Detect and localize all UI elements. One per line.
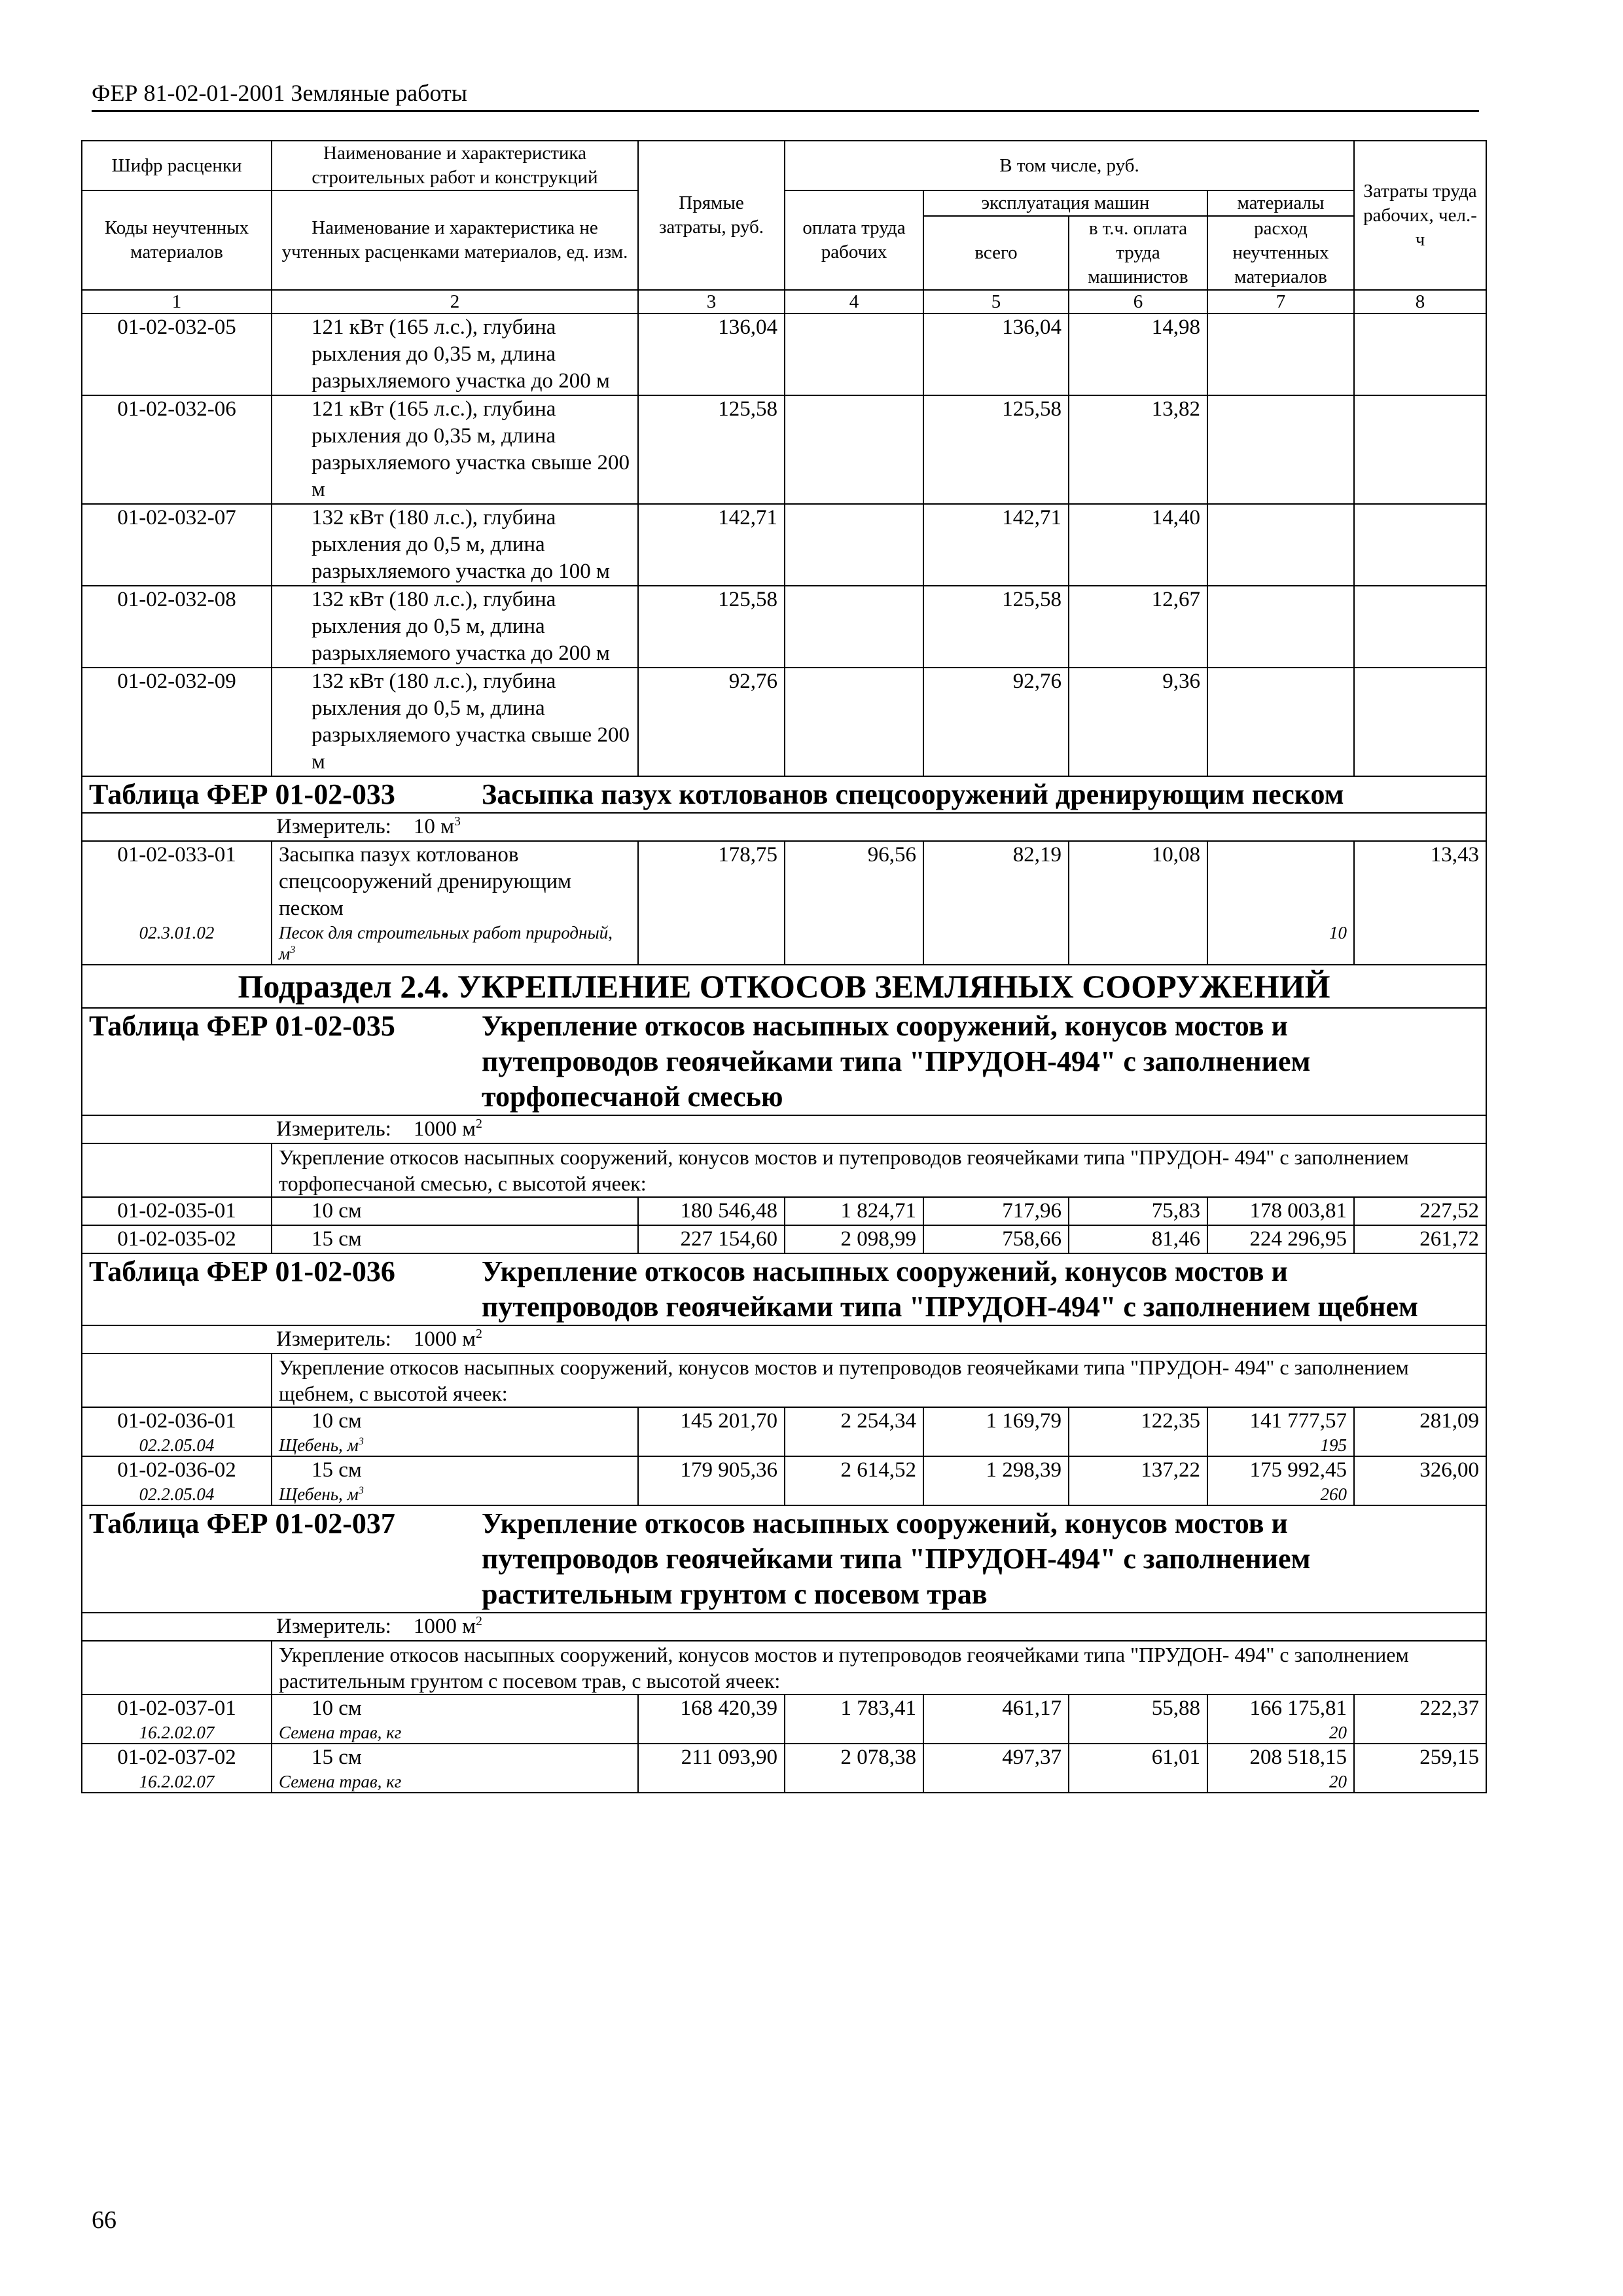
intro-spacer <box>82 1143 272 1197</box>
page-number: 66 <box>92 2206 116 2234</box>
table-037-measure <box>82 1613 1486 1641</box>
measure-label: Измеритель: <box>276 1615 391 1638</box>
table-035-title-row <box>82 1008 1486 1115</box>
table-row <box>82 395 1486 504</box>
material-cost: 166 175,81 <box>1207 1695 1354 1722</box>
material-code: 02.2.05.04 <box>82 1435 272 1456</box>
material-name <box>272 1435 638 1456</box>
table-033-title <box>82 776 1486 813</box>
rate-name: 10 см <box>272 1407 638 1435</box>
table-035-intro-row <box>82 1143 1486 1197</box>
table-036-intro-row <box>82 1354 1486 1407</box>
table-036-measure <box>82 1325 1486 1354</box>
table-036-name: Укрепление откосов насыпных сооружений, конусов мостов и путепроводов геоячейками типа "ПРУДОН-494" с заполнением щебнем <box>482 1255 1419 1323</box>
direct-cost: 136,04 <box>638 314 785 395</box>
labor-cost <box>785 668 923 776</box>
table-033-measure-row <box>82 813 1486 841</box>
material-code: 16.2.02.07 <box>82 1722 272 1744</box>
rate-name: 10 см <box>272 1197 638 1225</box>
direct-cost: 180 546,48 <box>638 1197 785 1225</box>
page-header <box>92 79 1479 112</box>
direct-cost: 178,75 <box>638 841 785 922</box>
rate-code: 01-02-037-01 <box>82 1695 272 1722</box>
col-name-header: Наименование и характеристика строительных работ и конструкций <box>272 141 638 190</box>
rate-code: 01-02-032-07 <box>82 504 272 586</box>
col-labor-header: оплата труда рабочих <box>785 190 923 290</box>
col-materials-header: материалы <box>1207 190 1354 216</box>
rate-code: 01-02-032-06 <box>82 395 272 504</box>
material-unit-power: 3 <box>358 1435 364 1447</box>
material-qty <box>1207 395 1354 504</box>
table-row <box>82 504 1486 586</box>
labor-hours: 259,15 <box>1354 1744 1486 1771</box>
labor-cost <box>785 395 923 504</box>
material-qty: 195 <box>1207 1435 1354 1456</box>
table-037-intro: Укрепление откосов насыпных сооружений, конусов мостов и путепроводов геоячейками типа "ПРУДОН- 494" с заполнением растительным грунтом с посевом трав, с высотой ячеек: <box>272 1641 1486 1695</box>
material-code: 02.3.01.02 <box>82 922 272 965</box>
table-row <box>82 841 1486 922</box>
rate-name: 10 см <box>272 1695 638 1722</box>
rate-code: 01-02-032-08 <box>82 586 272 668</box>
material-unit-power: 3 <box>358 1484 364 1496</box>
labor-hours: 326,00 <box>1354 1456 1486 1484</box>
labor-hours: 227,52 <box>1354 1197 1486 1225</box>
table-035-label: Таблица ФЕР 01-02-035 <box>89 1010 395 1042</box>
direct-cost: 125,58 <box>638 586 785 668</box>
material-name <box>272 922 638 965</box>
direct-cost: 168 420,39 <box>638 1695 785 1722</box>
material-qty: 20 <box>1207 1722 1354 1744</box>
col-machines-header: эксплуатация машин <box>923 190 1207 216</box>
machine-cost: 92,76 <box>923 668 1069 776</box>
measure-label: Измеритель: <box>276 1117 391 1141</box>
rate-code: 01-02-036-02 <box>82 1456 272 1484</box>
table-033-title-row <box>82 776 1486 813</box>
measure-unit-power: 3 <box>454 814 461 829</box>
labor-hours <box>1354 395 1486 504</box>
machine-cost: 461,17 <box>923 1695 1069 1722</box>
measure-value: 1000 м <box>413 1117 476 1141</box>
labor-cost: 2 614,52 <box>785 1456 923 1484</box>
intro-spacer <box>82 1354 272 1407</box>
col-code-header: Шифр расценки <box>82 141 272 190</box>
measure-label: Измеритель: <box>276 815 391 838</box>
material-qty: 224 296,95 <box>1207 1225 1354 1253</box>
machine-cost: 497,37 <box>923 1744 1069 1771</box>
table-033-measure <box>82 813 1486 841</box>
machine-cost: 142,71 <box>923 504 1069 586</box>
labor-cost <box>785 314 923 395</box>
material-cost: 141 777,57 <box>1207 1407 1354 1435</box>
table-036-label: Таблица ФЕР 01-02-036 <box>89 1255 395 1287</box>
table-037-label: Таблица ФЕР 01-02-037 <box>89 1507 395 1539</box>
rate-name: 132 кВт (180 л.с.), глубина рыхления до 0,5 м, длина разрыхляемого участка свыше 200 м <box>272 668 638 776</box>
material-unit-power: 3 <box>290 944 296 956</box>
col-num: 6 <box>1069 290 1207 314</box>
measure-value: 1000 м <box>413 1327 476 1351</box>
measure-value: 1000 м <box>413 1615 476 1638</box>
rate-code: 01-02-033-01 <box>82 841 272 922</box>
table-row <box>82 1695 1486 1722</box>
machine-cost: 758,66 <box>923 1225 1069 1253</box>
rate-name: 132 кВт (180 л.с.), глубина рыхления до 0,5 м, длина разрыхляемого участка до 200 м <box>272 586 638 668</box>
rate-name: 15 см <box>272 1456 638 1484</box>
table-row <box>82 1456 1486 1484</box>
operator-cost: 12,67 <box>1069 586 1207 668</box>
table-037-measure-row <box>82 1613 1486 1641</box>
table-035-measure <box>82 1115 1486 1143</box>
rate-code: 01-02-032-09 <box>82 668 272 776</box>
rate-name: Засыпка пазух котлованов спецсооружений дренирующим песком <box>272 841 638 922</box>
machine-cost: 1 298,39 <box>923 1456 1069 1484</box>
operator-cost: 75,83 <box>1069 1197 1207 1225</box>
material-row <box>82 1771 1486 1793</box>
col-num: 8 <box>1354 290 1486 314</box>
operator-cost: 14,40 <box>1069 504 1207 586</box>
col-mat-name-header: Наименование и характеристика не учтенных расценками материалов, ед. изм. <box>272 190 638 290</box>
material-row <box>82 1435 1486 1456</box>
measure-unit-power: 2 <box>476 1614 482 1628</box>
labor-cost: 96,56 <box>785 841 923 922</box>
material-qty <box>1207 586 1354 668</box>
direct-cost: 227 154,60 <box>638 1225 785 1253</box>
table-036-title-row <box>82 1253 1486 1325</box>
col-incl-header: В том числе, руб. <box>785 141 1354 190</box>
intro-spacer <box>82 1641 272 1695</box>
labor-hours: 13,43 <box>1354 841 1486 922</box>
material-qty: 20 <box>1207 1771 1354 1793</box>
material-name: Семена трав, кг <box>272 1722 638 1744</box>
table-035-measure-row <box>82 1115 1486 1143</box>
measure-unit-power: 2 <box>476 1327 482 1341</box>
table-037-title <box>82 1505 1486 1613</box>
operator-cost: 81,46 <box>1069 1225 1207 1253</box>
material-row <box>82 922 1486 965</box>
table-row <box>82 668 1486 776</box>
labor-cost: 2 078,38 <box>785 1744 923 1771</box>
direct-cost: 179 905,36 <box>638 1456 785 1484</box>
col-mat-qty-header: расход неучтенных материалов <box>1207 216 1354 290</box>
rate-name: 121 кВт (165 л.с.), глубина рыхления до 0,35 м, длина разрыхляемого участка свыше 200 м <box>272 395 638 504</box>
labor-hours: 261,72 <box>1354 1225 1486 1253</box>
table-037-intro-row <box>82 1641 1486 1695</box>
labor-cost <box>785 504 923 586</box>
operator-cost: 122,35 <box>1069 1407 1207 1435</box>
operator-cost: 137,22 <box>1069 1456 1207 1484</box>
material-row <box>82 1484 1486 1505</box>
material-qty <box>1207 841 1354 922</box>
labor-hours: 222,37 <box>1354 1695 1486 1722</box>
table-036-intro: Укрепление откосов насыпных сооружений, конусов мостов и путепроводов геоячейками типа "ПРУДОН- 494" с заполнением щебнем, с высотой ячеек: <box>272 1354 1486 1407</box>
table-037-title-row <box>82 1505 1486 1613</box>
section-title: Подраздел 2.4. УКРЕПЛЕНИЕ ОТКОСОВ ЗЕМЛЯНЫХ СООРУЖЕНИЙ <box>82 965 1486 1008</box>
labor-cost: 2 254,34 <box>785 1407 923 1435</box>
col-num: 2 <box>272 290 638 314</box>
table-row <box>82 586 1486 668</box>
table-035-intro: Укрепление откосов насыпных сооружений, конусов мостов и путепроводов геоячейками типа "ПРУДОН- 494" с заполнением торфопесчаной смесью, с высотой ячеек: <box>272 1143 1486 1197</box>
material-qty <box>1207 504 1354 586</box>
rate-name: 15 см <box>272 1225 638 1253</box>
col-hours-header: Затраты труда рабочих, чел.-ч <box>1354 141 1486 290</box>
table-035-title <box>82 1008 1486 1115</box>
rates-table-body <box>82 141 1486 1793</box>
labor-hours <box>1354 586 1486 668</box>
labor-hours <box>1354 668 1486 776</box>
labor-hours <box>1354 504 1486 586</box>
rates-table <box>81 140 1487 1793</box>
operator-cost: 55,88 <box>1069 1695 1207 1722</box>
col-mat-code-header: Коды неучтенных материалов <box>82 190 272 290</box>
material-qty <box>1207 314 1354 395</box>
operator-cost: 14,98 <box>1069 314 1207 395</box>
table-037-name: Укрепление откосов насыпных сооружений, конусов мостов и путепроводов геоячейками типа "ПРУДОН-494" с заполнением растительным грунтом с посевом трав <box>482 1507 1311 1610</box>
labor-cost <box>785 586 923 668</box>
header-row-1 <box>82 141 1486 190</box>
material-name: Семена трав, кг <box>272 1771 638 1793</box>
col-mach-labor-header: в т.ч. оплата труда машинистов <box>1069 216 1207 290</box>
rate-name: 15 см <box>272 1744 638 1771</box>
table-row <box>82 1197 1486 1225</box>
table-row <box>82 1407 1486 1435</box>
machine-cost: 136,04 <box>923 314 1069 395</box>
material-code: 02.2.05.04 <box>82 1484 272 1505</box>
direct-cost: 145 201,70 <box>638 1407 785 1435</box>
rate-code: 01-02-036-01 <box>82 1407 272 1435</box>
material-qty <box>1207 668 1354 776</box>
rate-code: 01-02-035-01 <box>82 1197 272 1225</box>
material-qty: 178 003,81 <box>1207 1197 1354 1225</box>
operator-cost: 10,08 <box>1069 841 1207 922</box>
table-036-title <box>82 1253 1486 1325</box>
material-name-text: Щебень, м <box>279 1435 359 1455</box>
col-mach-total-header: всего <box>923 216 1069 290</box>
material-name-text: Щебень, м <box>279 1484 359 1504</box>
material-name <box>272 1484 638 1505</box>
machine-cost: 1 169,79 <box>923 1407 1069 1435</box>
section-row <box>82 965 1486 1008</box>
col-num: 1 <box>82 290 272 314</box>
table-row <box>82 1744 1486 1771</box>
measure-value: 10 м <box>413 815 454 838</box>
material-row <box>82 1722 1486 1744</box>
material-code: 16.2.02.07 <box>82 1771 272 1793</box>
material-qty: 10 <box>1207 922 1354 965</box>
table-row <box>82 314 1486 395</box>
material-cost: 175 992,45 <box>1207 1456 1354 1484</box>
labor-hours: 281,09 <box>1354 1407 1486 1435</box>
rate-name: 132 кВт (180 л.с.), глубина рыхления до 0,5 м, длина разрыхляемого участка до 100 м <box>272 504 638 586</box>
col-num: 7 <box>1207 290 1354 314</box>
table-033-label: Таблица ФЕР 01-02-033 <box>89 778 395 810</box>
direct-cost: 92,76 <box>638 668 785 776</box>
direct-cost: 142,71 <box>638 504 785 586</box>
machine-cost: 82,19 <box>923 841 1069 922</box>
column-numbers-row <box>82 290 1486 314</box>
col-num: 3 <box>638 290 785 314</box>
col-num: 5 <box>923 290 1069 314</box>
table-row <box>82 1225 1486 1253</box>
material-cost: 208 518,15 <box>1207 1744 1354 1771</box>
col-num: 4 <box>785 290 923 314</box>
labor-hours <box>1354 314 1486 395</box>
machine-cost: 125,58 <box>923 586 1069 668</box>
machine-cost: 125,58 <box>923 395 1069 504</box>
direct-cost: 125,58 <box>638 395 785 504</box>
rate-name: 121 кВт (165 л.с.), глубина рыхления до 0,35 м, длина разрыхляемого участка до 200 м <box>272 314 638 395</box>
rate-code: 01-02-037-02 <box>82 1744 272 1771</box>
material-qty: 260 <box>1207 1484 1354 1505</box>
material-name-text: Песок для строительных работ природный, м <box>279 923 613 963</box>
direct-cost: 211 093,90 <box>638 1744 785 1771</box>
rate-code: 01-02-035-02 <box>82 1225 272 1253</box>
operator-cost: 9,36 <box>1069 668 1207 776</box>
document-title: ФЕР 81-02-01-2001 Земляные работы <box>92 80 467 106</box>
labor-cost: 1 824,71 <box>785 1197 923 1225</box>
table-033-name: Засыпка пазух котлованов спецсооружений дренирующим песком <box>482 778 1344 810</box>
labor-cost: 1 783,41 <box>785 1695 923 1722</box>
table-036-measure-row <box>82 1325 1486 1354</box>
col-direct-header: Прямые затраты, руб. <box>638 141 785 290</box>
machine-cost: 717,96 <box>923 1197 1069 1225</box>
measure-label: Измеритель: <box>276 1327 391 1351</box>
operator-cost: 13,82 <box>1069 395 1207 504</box>
rate-code: 01-02-032-05 <box>82 314 272 395</box>
operator-cost: 61,01 <box>1069 1744 1207 1771</box>
measure-unit-power: 2 <box>476 1117 482 1131</box>
table-035-name: Укрепление откосов насыпных сооружений, конусов мостов и путепроводов геоячейками типа "ПРУДОН-494" с заполнением торфопесчаной смесью <box>482 1010 1311 1113</box>
labor-cost: 2 098,99 <box>785 1225 923 1253</box>
